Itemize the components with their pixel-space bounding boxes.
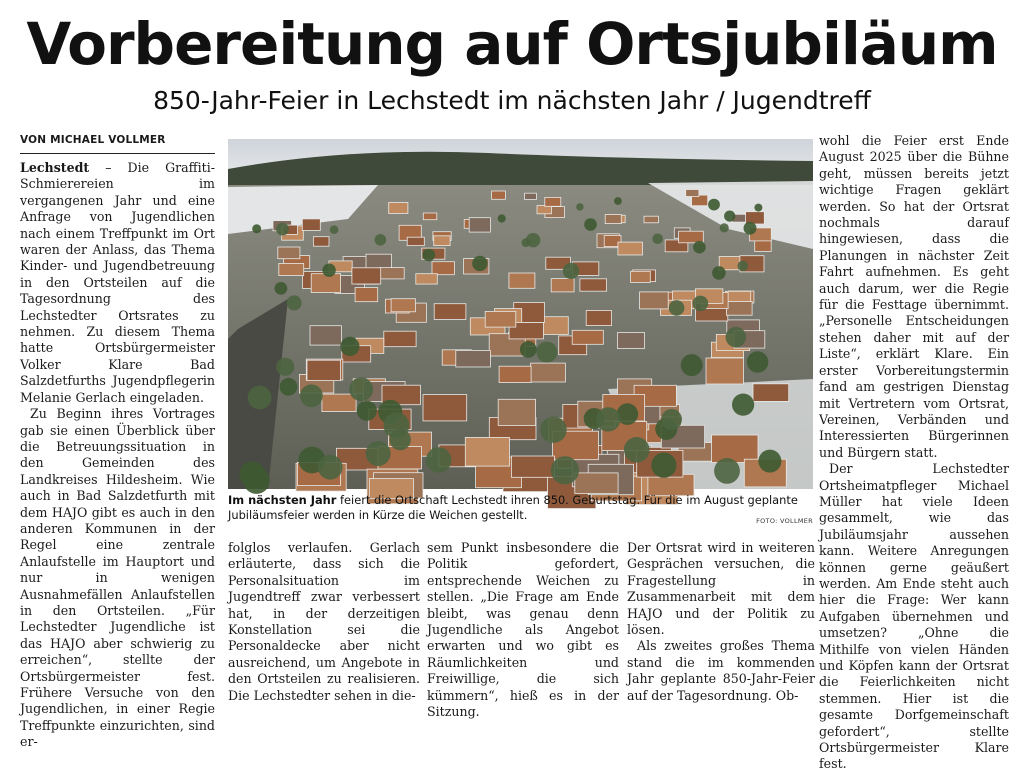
house-roof: [586, 311, 611, 326]
house-roof: [499, 366, 531, 382]
article-paragraph: wohl die Feier erst Ende August 2025 über die Bühne geht, müssen bereits jetzt wichtige Fragen geklärt werden. So hat der Ortsrat nochmals darauf hingewiesen, dass die Planungen in nächster Zeit Fahrt aufnehmen. Es geht auch darum, wer die Regie für die Festtage übernimmt. „Personelle Entscheidungen stehen daher mit auf der Liste“, erklärt Klare. Ein erster Vorbereitungstermin fand am gestrigen Dienstag mit Vertretern vom Ortsrat, Vereinen, Verbänden und Interessierten Bürgerinnen und Bürgern statt.: [819, 133, 1009, 460]
house-roof: [355, 288, 378, 302]
village-aerial-photo: [228, 139, 813, 489]
house-roof: [423, 395, 467, 421]
tree: [624, 437, 650, 463]
caption-lead: Im nächsten Jahr: [228, 493, 337, 507]
house-roof: [537, 206, 552, 214]
house-roof: [423, 213, 437, 220]
article-dateline: Lechstedt: [20, 160, 90, 175]
tree: [724, 211, 735, 222]
article-column-4: [627, 540, 815, 703]
tree: [520, 341, 537, 358]
tree: [584, 218, 597, 231]
tree: [747, 351, 768, 372]
tree: [536, 342, 557, 363]
house-roof: [511, 456, 554, 477]
tree: [738, 261, 749, 272]
house-roof: [313, 237, 329, 247]
tree: [576, 203, 583, 210]
tree: [423, 249, 436, 262]
house-roof: [302, 219, 320, 231]
house-roof: [465, 437, 509, 466]
tree: [330, 225, 339, 234]
house-roof: [432, 262, 455, 275]
house-roof: [644, 216, 659, 223]
tree: [596, 407, 620, 431]
house-roof: [726, 302, 752, 316]
article-column-5: [819, 133, 1009, 772]
tree: [708, 199, 720, 211]
tree: [744, 222, 757, 235]
house-roof: [434, 304, 466, 320]
house-roof: [712, 435, 758, 463]
tree: [318, 455, 343, 480]
house-roof: [706, 358, 744, 384]
house-roof: [485, 311, 516, 327]
house-roof: [384, 331, 416, 347]
house-roof: [379, 268, 404, 279]
tree: [357, 401, 377, 421]
tree: [300, 384, 323, 407]
house-roof: [509, 273, 535, 288]
tree: [472, 256, 487, 271]
house-roof: [352, 268, 381, 284]
house-roof: [617, 333, 644, 349]
house-roof: [580, 279, 607, 291]
tree: [732, 394, 754, 416]
tree: [243, 467, 270, 494]
tree: [712, 266, 726, 280]
house-roof: [572, 330, 603, 344]
article-column-3: [427, 540, 619, 720]
article-paragraph: Der Ortsrat wird in weiteren Gesprächen versuchen, die Fragestellung in Zusammenarbeit mit dem HAJO und der Politik zu lösen.: [627, 540, 815, 638]
house-roof: [416, 274, 438, 284]
tree: [551, 456, 579, 484]
article-paragraph-text: – Die Graffiti-Schmierereien im vergangenen Jahr und eine Anfrage von Jugendlichen nach einem Treffpunkt im Ort waren der Anlass, das Thema Kinder- und Jugendbetreuung in den Ortsteilen auf die Tagesordnung des Lechstedter Ortsrates zu nehmen. Zu diesem Thema hatte Ortsbürgermeister Volker Klare Bad Salzdetfurths Jugendpflegerin Melanie Gerlach eingeladen.: [20, 160, 215, 405]
house-roof: [631, 271, 651, 282]
house-roof: [278, 247, 300, 259]
house-roof: [531, 363, 566, 382]
house-roof: [307, 360, 341, 380]
tree: [366, 441, 391, 466]
tree: [720, 223, 729, 232]
tree: [275, 282, 288, 295]
house-roof: [543, 317, 569, 335]
tree: [280, 378, 298, 396]
tree: [758, 450, 781, 473]
tree: [693, 296, 709, 312]
house-roof: [545, 197, 561, 206]
house-roof: [686, 190, 699, 197]
tree: [661, 409, 682, 430]
article-byline: VON MICHAEL VOLLMER: [20, 133, 215, 154]
house-roof: [391, 299, 415, 312]
house-roof: [311, 274, 340, 293]
house-roof: [575, 473, 618, 494]
house-roof: [389, 203, 408, 214]
house-roof: [279, 263, 304, 275]
tree: [526, 233, 540, 247]
tree: [248, 386, 272, 410]
house-roof: [492, 191, 506, 199]
tree: [426, 447, 452, 473]
tree: [375, 234, 387, 246]
tree: [287, 295, 302, 310]
house-roof: [551, 279, 574, 292]
aerial-photo-illustration: [228, 139, 813, 489]
tree: [652, 234, 663, 245]
tree: [252, 224, 261, 233]
tree: [322, 264, 335, 277]
tree: [681, 354, 703, 376]
tree: [498, 214, 506, 222]
article-paragraph: Zu Beginn ihres Vortrages gab sie einen Überblick über die Betreuungssituation in den Gemeinden des Landkreises Hildesheim. Wie auch in Bad Salzdetfurth mit dem HAJO gibt es auch in den anderen Kommunen in der Regel eine zentrale Anlaufstelle im Hauptort und nur in wenigen Ausnahmefällen Anlaufstellen in den Ortsteilen. „Für Lechstedter Jugendliche ist das HAJO aber schwierig zu erreichen“, stellte der Ortsbürgermeister fest. Frühere Versuche von den Jugendlichen, in einer Regie Treffpunkte einzurichten, sind er-: [20, 406, 215, 750]
house-roof: [498, 399, 535, 425]
photo-credit: FOTO: VOLLMER: [756, 517, 813, 525]
tree: [340, 337, 359, 356]
tree: [276, 358, 294, 376]
house-roof: [618, 242, 643, 255]
tree: [349, 377, 373, 401]
house-roof: [605, 215, 621, 224]
article-column-2: [228, 540, 420, 703]
house-roof: [310, 326, 341, 345]
article-subheadline: 850-Jahr-Feier in Lechstedt im nächsten Jahr / Jugendtreff: [153, 86, 871, 115]
article-paragraph: folglos verlaufen. Gerlach erläuterte, dass sich die Personalsituation im Jugendtreff zwar verbessert hat, in der derzeitigen Konstellation sei die Personaldecke aber nicht ausreichend, um Angebote in den Ortsteilen zu realisieren. Die Lechstedter sehen in die-: [228, 540, 420, 703]
article-paragraph: Der Lechstedter Ortsheimatpfleger Michael Müller hat viele Ideen gesammelt, wie das Jubiläumsjahr aussehen kann. Weitere Anregungen können gerne geäußert werden. Am Ende steht auch hier die Frage: Wer kann Aufgaben übernehmen und umsetzen? „Ohne die Mithilfe von vielen Händen und Köpfen kann der Ortsrat die Feierlichkeiten nicht stemmen. Hier ist die gesamte Dorfgemeinschaft gefordert“, stellte Ortsbürgermeister Klare fest.: [819, 461, 1009, 772]
house-roof: [456, 350, 491, 367]
house-roof: [640, 292, 669, 309]
tree: [669, 300, 685, 316]
house-roof: [434, 236, 450, 246]
tree: [726, 327, 747, 348]
tree: [563, 263, 579, 279]
article-headline: Vorbereitung auf Ortsjubiläum: [26, 10, 998, 78]
caption-text: feiert die Ortschaft Lechstedt ihren 850. Geburtstag. Für die im August geplante Jubiläumsfeier werden in Kürze die Weichen gestellt.: [228, 493, 798, 522]
tree: [754, 204, 762, 212]
house-roof: [322, 394, 356, 412]
article-paragraph: [20, 160, 215, 406]
house-roof: [525, 193, 537, 199]
tree: [714, 458, 740, 484]
house-roof: [469, 218, 490, 232]
article-paragraph: sem Punkt insbesondere die Politik gefordert, entsprechende Weichen zu stellen. „Die Frage am Ende bleibt, was genau denn Jugendliche als Angebot erwarten und wo gibt es Räumlichkeiten und Freiwillige, die sich kümmern“, hieß es in der Sitzung.: [427, 540, 619, 720]
article-paragraph: Als zweites großes Thema stand die im kommenden Jahr geplante 850-Jahr-Feier auf der Tagesordnung. Ob-: [627, 638, 815, 703]
article-column-1: [20, 160, 215, 750]
house-roof: [407, 237, 424, 245]
tree: [276, 223, 289, 236]
tree: [693, 241, 706, 254]
tree: [390, 429, 411, 450]
house-roof: [755, 240, 772, 251]
house-roof: [753, 384, 789, 402]
tree: [540, 417, 566, 443]
tree: [651, 453, 676, 478]
tree: [614, 197, 622, 205]
